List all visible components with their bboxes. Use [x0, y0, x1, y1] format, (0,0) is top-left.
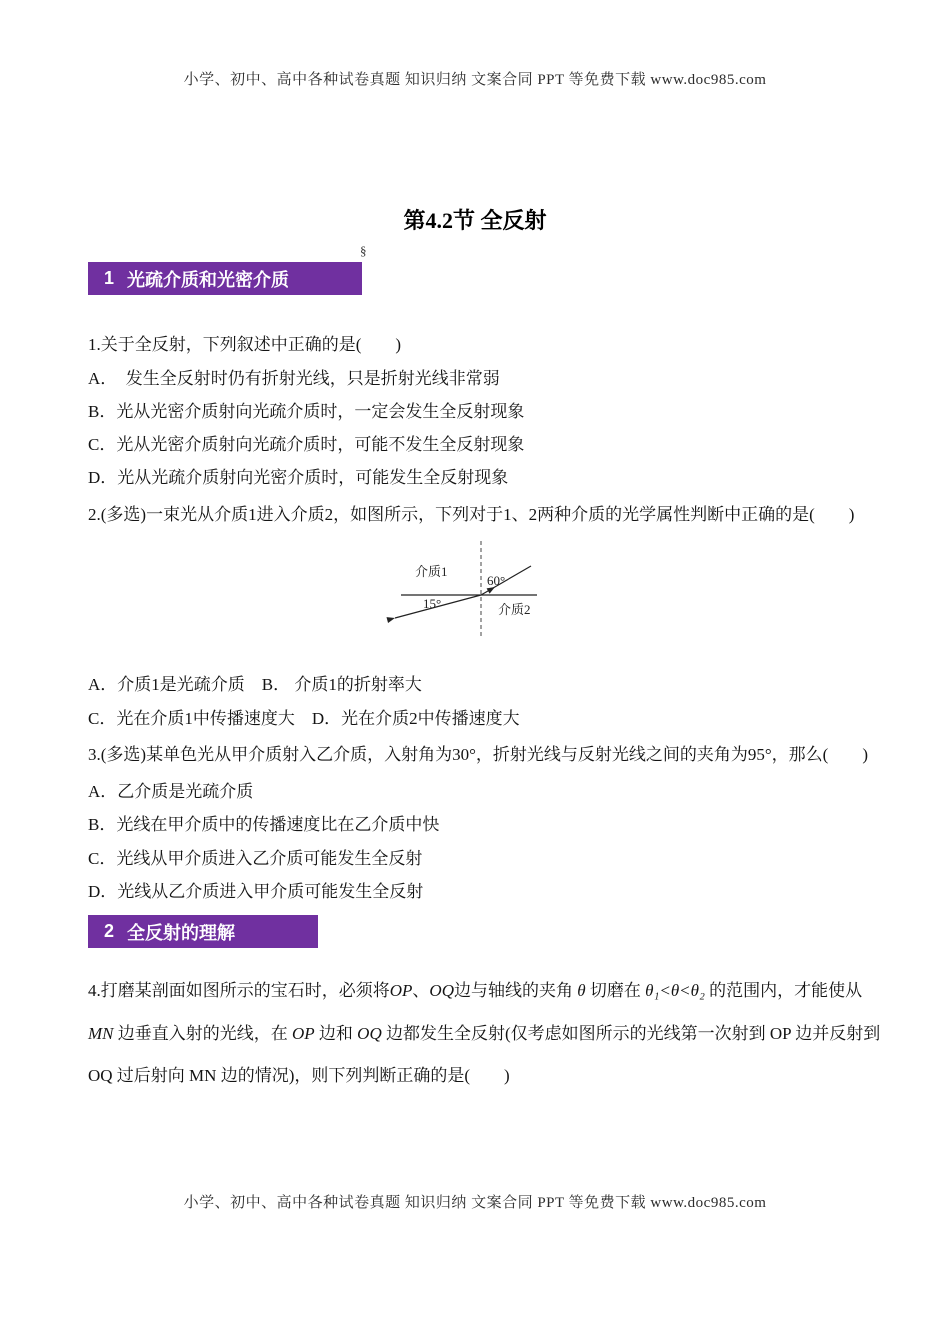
- refracted-ray-arrow-icon: [386, 615, 395, 623]
- q4-l1-var-op: OP: [389, 981, 413, 1000]
- q4-l1-theta-range: θ₁<θ<θ₂: [645, 981, 705, 1000]
- question-3-option-b: B．光线在甲介质中的传播速度比在乙介质中快: [88, 815, 440, 834]
- question-4-line-3: OQ 过后射向 MN 边的情况)，则下列判断正确的是( ): [88, 1066, 510, 1085]
- medium-2-label: 介质2: [498, 602, 531, 617]
- section-banner-2: [88, 915, 318, 948]
- q4-l1-text-2: 、: [412, 981, 430, 1000]
- question-4-line-1: [88, 976, 862, 1001]
- question-3-stem: 3.(多选)某单色光从甲介质射入乙介质，入射角为30°，折射光线与反射光线之间的夹角为95°，那么( ): [88, 745, 868, 764]
- q4-l1-text-5: 的范围内，才能使从: [704, 981, 863, 1000]
- question-1-option-d: D．光从光疏介质射向光密介质时，可能发生全反射现象: [88, 468, 509, 487]
- medium-1-label: 介质1: [415, 564, 448, 579]
- refraction-diagram: [385, 538, 560, 653]
- question-2-options-cd: C．光在介质1中传播速度大 D．光在介质2中传播速度大: [88, 709, 520, 728]
- section-banner-1: [88, 262, 362, 295]
- question-1-option-a: A． 发生全反射时仍有折射光线，只是折射光线非常弱: [88, 369, 500, 388]
- q4-l2-text-1: 边垂直入射的光线，在: [113, 1024, 292, 1043]
- page-title: 第4.2节 全反射: [403, 208, 547, 233]
- question-1-stem: 1.关于全反射，下列叙述中正确的是( ): [88, 335, 402, 354]
- section-1-number: 1: [104, 268, 115, 288]
- question-2-stem: 2.(多选)一束光从介质1进入介质2，如图所示，下列对于1、2两种介质的光学属性判断中正确的是( ): [88, 505, 855, 524]
- q4-l1-var-theta: θ: [577, 981, 586, 1000]
- incidence-angle-label: 60°: [487, 573, 506, 588]
- q4-l1-text-3: 边与轴线的夹角: [453, 981, 578, 1000]
- q4-l2-text-3: 边都发生全反射(仅考虑如图所示的光线第一次射到 OP 边并反射到: [381, 1024, 881, 1043]
- q4-l2-var-op: OP: [292, 1024, 315, 1043]
- refraction-figure-svg: [385, 538, 560, 653]
- site-header-text: 小学、初中、高中各种试卷真题 知识归纳 文案合同 PPT 等免费下载 www.doc985.com: [183, 72, 767, 88]
- section-1-label: 光疏介质和光密介质: [127, 269, 290, 290]
- q4-l1-text-4: 切磨在: [585, 981, 646, 1000]
- q4-l1-var-oq: OQ: [429, 981, 454, 1000]
- section-2-number: 2: [104, 921, 115, 941]
- question-2-options-ab: A．介质1是光疏介质 B． 介质1的折射率大: [88, 675, 422, 694]
- question-1-option-c: C．光从光密介质射向光疏介质时，可能不发生全反射现象: [88, 435, 525, 454]
- question-1-option-b: B．光从光密介质射向光疏介质时，一定会发生全反射现象: [88, 402, 525, 421]
- q4-l2-var-oq: OQ: [357, 1024, 382, 1043]
- q4-l2-text-2: 边和: [314, 1024, 358, 1043]
- site-footer-text: 小学、初中、高中各种试卷真题 知识归纳 文案合同 PPT 等免费下载 www.doc985.com: [183, 1195, 767, 1211]
- question-3-option-c: C．光线从甲介质进入乙介质可能发生全反射: [88, 849, 423, 868]
- question-4-line-2: [88, 1019, 880, 1044]
- question-3-option-a: A．乙介质是光疏介质: [88, 782, 254, 801]
- q4-l2-var-mn: MN: [88, 1024, 114, 1043]
- question-3-option-d: D．光线从乙介质进入甲介质可能发生全反射: [88, 882, 424, 901]
- section-2-label: 全反射的理解: [127, 922, 236, 943]
- refraction-angle-label: 15°: [423, 596, 442, 611]
- q4-l1-text-1: 4.打磨某剖面如图所示的宝石时，必须将: [88, 981, 390, 1000]
- section-symbol: §: [360, 243, 367, 258]
